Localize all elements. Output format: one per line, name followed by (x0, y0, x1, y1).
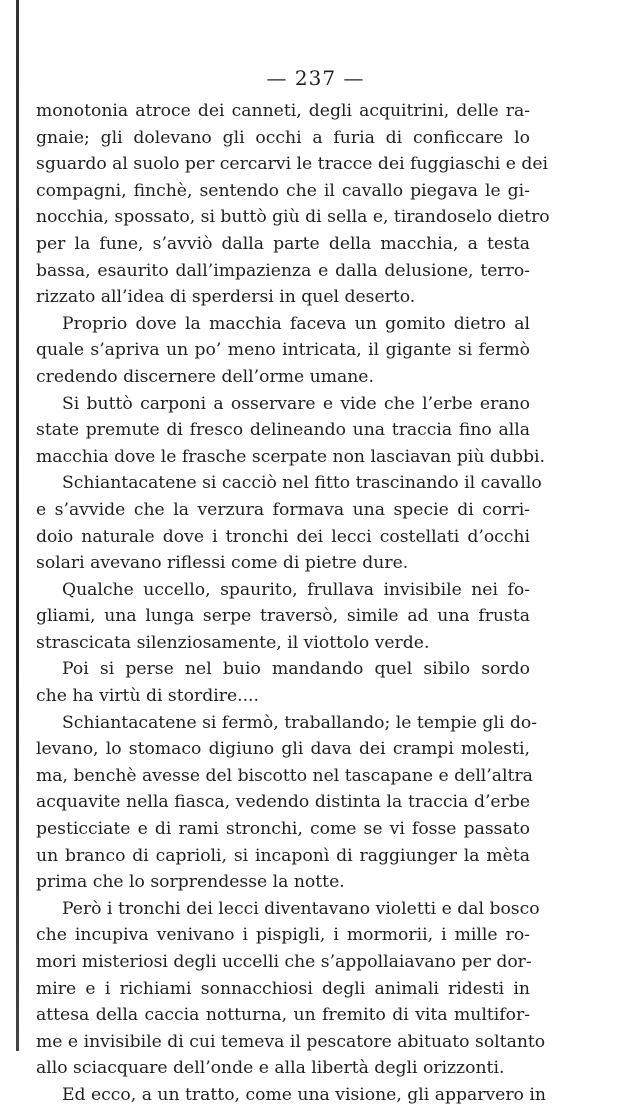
text-line: me e invisibile di cui temeva il pescatore abituato soltanto (36, 1031, 546, 1052)
text-line: che incupiva venivano i pispigli, i mormorii, i mille ro- (36, 925, 530, 946)
text-line: compagni, finchè, sentendo che il cavallo piegava le gi- (36, 180, 530, 201)
text-line: state premute di fresco delineando una traccia fino alla (36, 420, 530, 441)
text-line: mire e i richiami sonnacchiosi degli animali ridesti in (36, 978, 530, 999)
text-line: quale s’apriva un po’ meno intricata, il gigante si fermò (36, 340, 530, 361)
page-number: — 237 — (266, 66, 365, 90)
text-line: mori misteriosi degli uccelli che s’appollaiavano per dor- (36, 952, 532, 972)
text-line: Ed ecco, a un tratto, come una visione, gli apparvero in (62, 1084, 546, 1105)
text-line: Schiantacatene si cacciò nel fitto trascinando il cavallo (62, 473, 542, 494)
text-line: doio naturale dove i tronchi dei lecci costellati d’occhi (36, 526, 530, 547)
body-text (36, 98, 550, 1109)
text-line: Qualche uccello, spaurito, frullava invisibile nei fo- (62, 579, 530, 600)
text-line: Però i tronchi dei lecci diventavano violetti e dal bosco (62, 898, 540, 919)
text-line: e s’avvide che la verzura formava una specie di corri- (36, 499, 530, 520)
text-line: Si buttò carponi a osservare e vide che l’erbe erano (62, 393, 530, 414)
text-line: un branco di caprioli, si incaponì di raggiunger la mèta (36, 845, 530, 866)
text-line: levano, lo stomaco digiuno gli dava dei crampi molesti, (36, 739, 530, 760)
text-line: attesa della caccia notturna, un fremito di vita multifor- (36, 1005, 530, 1026)
text-line: gliami, una lunga serpe traversò, simile ad una frusta (36, 606, 530, 627)
text-line: macchia dove le frasche scerpate non lasciavan più dubbi. (36, 446, 545, 467)
text-line: Schiantacatene si fermò, traballando; le tempie gli do- (62, 712, 537, 733)
text-line: monotonia atroce dei canneti, degli acquitrini, delle ra- (36, 101, 530, 121)
text-line: nocchia, spossato, si buttò giù di sella e, tirandoselo dietro (36, 207, 550, 228)
text-line: gnaie; gli dolevano gli occhi a furia di conficcare lo (36, 127, 530, 148)
text-line: ma, benchè avesse del biscotto nel tascapane e dell’altra (36, 765, 533, 786)
text-line: Poi si perse nel buio mandando quel sibilo sordo (62, 659, 530, 680)
text-line: bassa, esaurito dall’impazienza e dalla delusione, terro- (36, 260, 530, 281)
page-binding-edge (16, 0, 19, 1051)
text-line: allo sciacquare dell’onde e alla libertà degli orizzonti. (36, 1058, 505, 1079)
text-line: credendo discernere dell’orme umane. (36, 366, 374, 387)
text-line: acquavite nella fiasca, vedendo distinta la traccia d’erbe (36, 792, 530, 813)
text-line: sguardo al suolo per cercarvi le tracce dei fuggiaschi e dei (36, 154, 549, 175)
text-line: che ha virtù di stordire.... (36, 686, 259, 707)
text-line: solari avevano riflessi come di pietre dure. (36, 553, 409, 574)
text-line: pesticciate e di rami stronchi, come se vi fosse passato (36, 819, 530, 840)
text-line: strascicata silenziosamente, il viottolo verde. (36, 632, 430, 653)
text-line: Proprio dove la macchia faceva un gomito dietro al (62, 313, 530, 334)
text-line: rizzato all’idea di sperdersi in quel deserto. (36, 287, 416, 308)
text-line: per la fune, s’avviò dalla parte della macchia, a testa (36, 233, 530, 254)
text-line: prima che lo sorprendesse la notte. (36, 872, 345, 893)
